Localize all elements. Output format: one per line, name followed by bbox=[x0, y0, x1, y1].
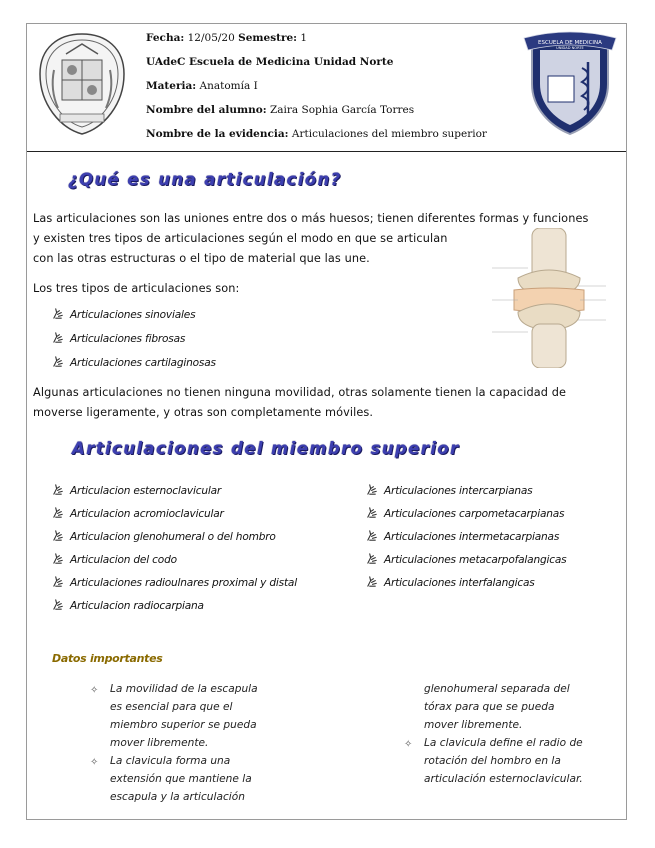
mobility-line-1: Algunas articulaciones no tienen ninguna movilidad, otras solamente tienen la capacidad de bbox=[33, 386, 567, 399]
pointing-hand-icon bbox=[52, 331, 65, 344]
joint-item-left: Articulacion esternoclavicular bbox=[52, 483, 221, 497]
note-col1-line: extensión que mantiene la bbox=[110, 773, 252, 785]
alumno-line: Nombre del alumno: Zaira Sophia García Torres bbox=[146, 104, 415, 116]
note-col2-line: mover libremente. bbox=[424, 719, 523, 731]
pointing-hand-icon bbox=[52, 355, 65, 368]
note-col1-line: miembro superior se pueda bbox=[110, 719, 257, 731]
pointing-hand-icon bbox=[366, 552, 379, 565]
pointing-hand-icon bbox=[366, 529, 379, 542]
datos-title: Datos importantes bbox=[52, 652, 163, 665]
materia-value: Anatomía I bbox=[199, 80, 258, 92]
note-col2-line: tórax para que se pueda bbox=[424, 701, 555, 713]
pointing-hand-icon bbox=[366, 575, 379, 588]
joint-item-right: Articulaciones intercarpianas bbox=[366, 483, 532, 497]
note-col1-line: es esencial para que el bbox=[110, 701, 233, 713]
joint-item-right: Articulaciones metacarpofalangicas bbox=[366, 552, 566, 566]
school-name: UAdeC Escuela de Medicina Unidad Norte bbox=[146, 56, 394, 68]
joint-item-right: Articulaciones intermetacarpianas bbox=[366, 529, 559, 543]
joint-item-right: Articulaciones carpometacarpianas bbox=[366, 506, 564, 520]
note-col1-line: escapula y la articulación bbox=[110, 791, 245, 803]
materia-line: Materia: Anatomía I bbox=[146, 80, 258, 92]
fecha-value: 12/05/20 bbox=[187, 32, 235, 44]
synovial-joint-illustration bbox=[488, 228, 610, 368]
note-col2-line: glenohumeral separada del bbox=[424, 683, 570, 695]
note-col2-line: La clavicula define el radio de bbox=[424, 737, 583, 749]
pointing-hand-icon bbox=[52, 483, 65, 496]
pointing-hand-icon bbox=[52, 506, 65, 519]
note-col2-line: articulación esternoclavicular. bbox=[424, 773, 583, 785]
pointing-hand-icon bbox=[52, 575, 65, 588]
section-title-que-es: ¿Qué es una articulación? bbox=[68, 170, 342, 189]
note-col2-line: rotación del hombro en la bbox=[424, 755, 561, 767]
intro-line-1: Las articulaciones son las uniones entre dos o más huesos; tienen diferentes formas y funciones bbox=[33, 212, 589, 225]
joint-item-left: Articulacion glenohumeral o del hombro bbox=[52, 529, 276, 543]
joint-item-left: Articulaciones radioulnares proximal y distal bbox=[52, 575, 297, 589]
pointing-hand-icon bbox=[52, 552, 65, 565]
sparkle-bullet-icon: ✧ bbox=[90, 685, 99, 696]
pointing-hand-icon bbox=[52, 307, 65, 320]
evidencia-line: Nombre de la evidencia: Articulaciones del miembro superior bbox=[146, 128, 487, 140]
mobility-line-2: moverse ligeramente, y otras son completamente móviles. bbox=[33, 406, 374, 419]
pointing-hand-icon bbox=[366, 483, 379, 496]
semestre-value: 1 bbox=[300, 32, 308, 44]
note-col1-line: La clavicula forma una bbox=[110, 755, 231, 767]
shield-sub-text: UNIDAD NORTE bbox=[556, 46, 584, 50]
joint-item-left: Articulacion radiocarpiana bbox=[52, 598, 204, 612]
intro-line-2: y existen tres tipos de articulaciones según el modo en que se articulan bbox=[33, 232, 448, 245]
alumno-value: Zaira Sophia García Torres bbox=[269, 104, 415, 116]
type-item: Articulaciones fibrosas bbox=[52, 331, 185, 345]
medicine-school-shield-logo bbox=[522, 28, 618, 136]
section-title-miembro-superior: Articulaciones del miembro superior bbox=[72, 439, 460, 458]
shield-top-text: ESCUELA DE MEDICINA bbox=[538, 40, 602, 46]
intro-line-3: con las otras estructuras o el tipo de material que las une. bbox=[33, 252, 370, 265]
sparkle-bullet-icon: ✧ bbox=[90, 757, 99, 768]
joint-item-right: Articulaciones interfalangicas bbox=[366, 575, 535, 589]
university-seal-logo bbox=[36, 30, 128, 136]
note-col1-line: La movilidad de la escapula bbox=[110, 683, 258, 695]
header-divider bbox=[27, 151, 626, 152]
pointing-hand-icon bbox=[366, 506, 379, 519]
type-item: Articulaciones sinoviales bbox=[52, 307, 195, 321]
evidencia-value: Articulaciones del miembro superior bbox=[291, 128, 487, 140]
sparkle-bullet-icon: ✧ bbox=[404, 739, 413, 750]
pointing-hand-icon bbox=[52, 529, 65, 542]
type-item: Articulaciones cartilaginosas bbox=[52, 355, 216, 369]
joint-item-left: Articulacion del codo bbox=[52, 552, 177, 566]
types-intro: Los tres tipos de articulaciones son: bbox=[33, 282, 240, 295]
pointing-hand-icon bbox=[52, 598, 65, 611]
joint-item-left: Articulacion acromioclavicular bbox=[52, 506, 224, 520]
note-col1-line: mover libremente. bbox=[110, 737, 209, 749]
fecha-semestre-line: Fecha: 12/05/20 Semestre: 1 bbox=[146, 32, 308, 44]
